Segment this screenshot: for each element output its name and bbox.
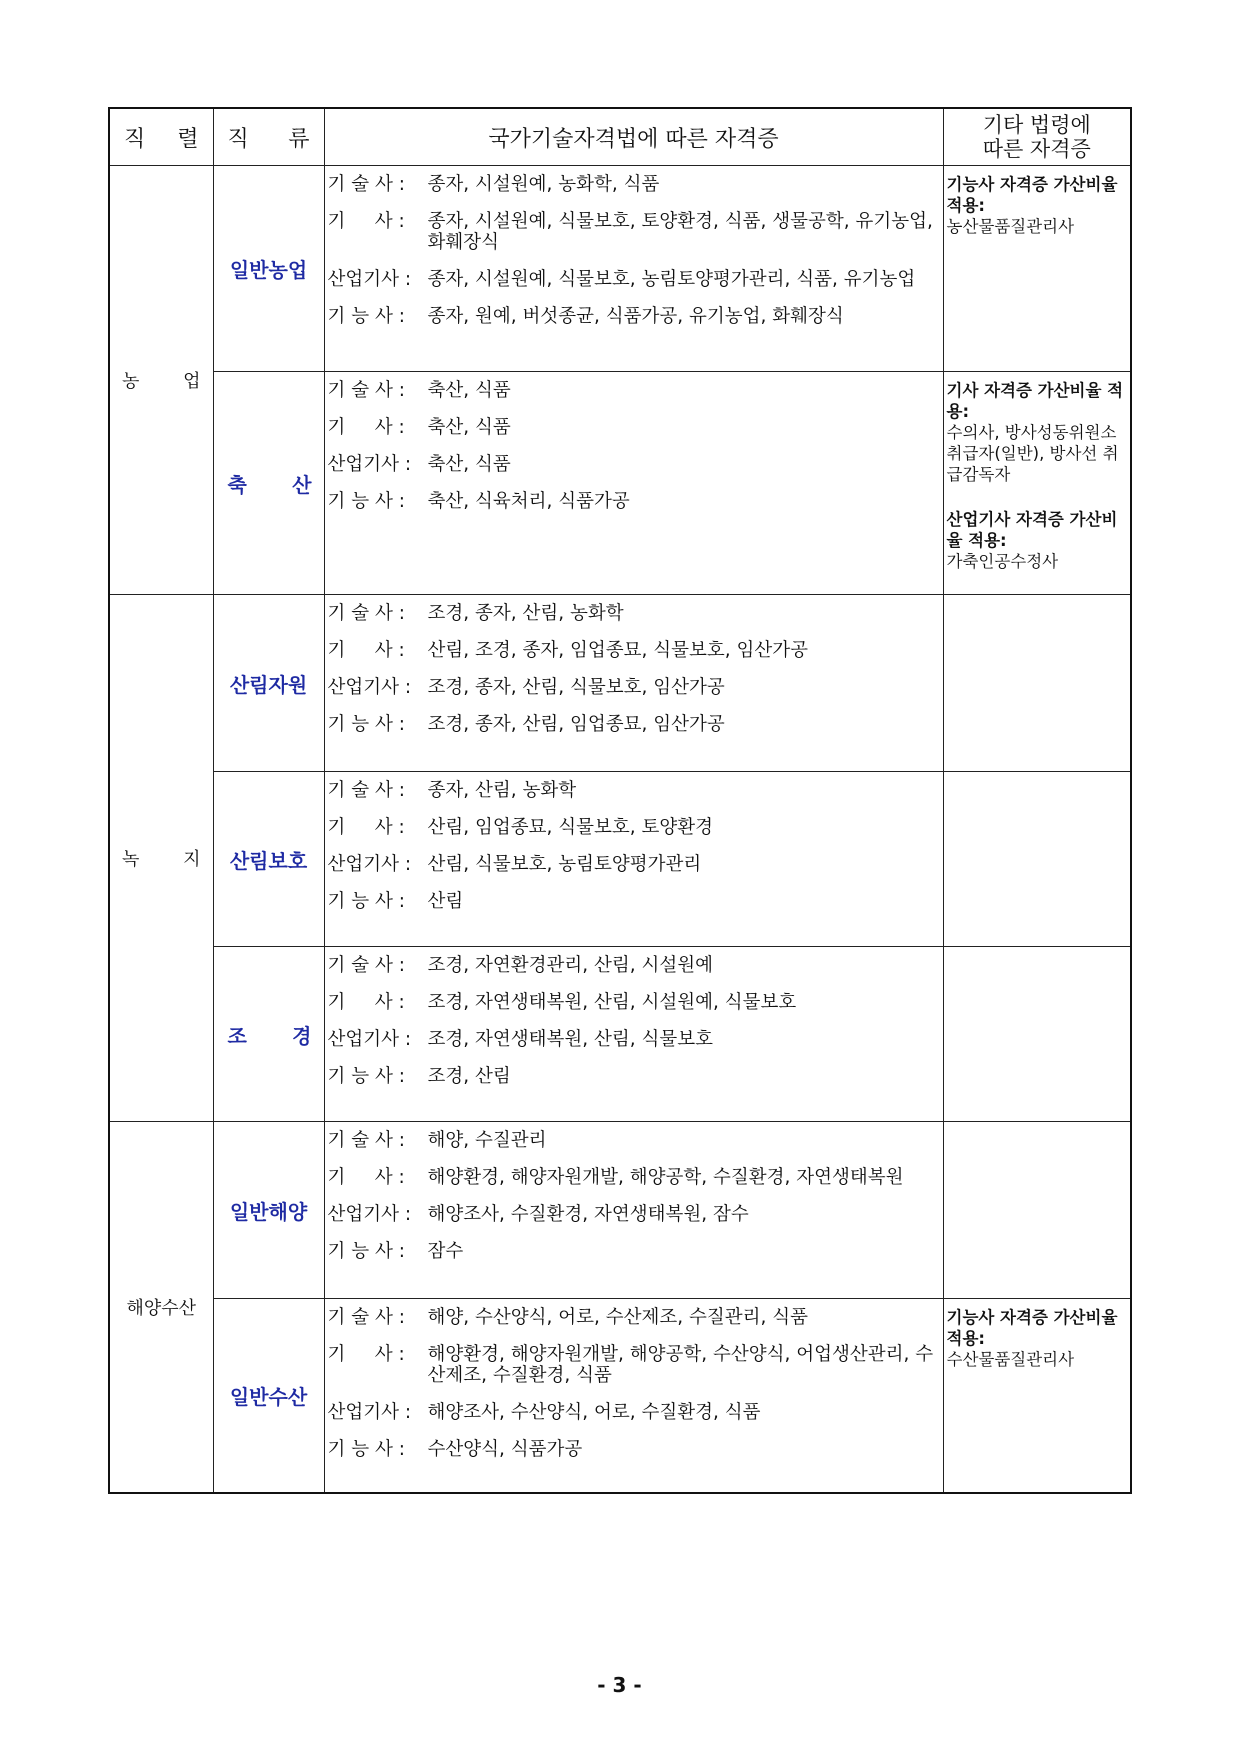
grade-label: 산업기사 :	[327, 1402, 412, 1423]
qualification-line	[325, 491, 943, 512]
national-qualifications-cell	[324, 947, 943, 1122]
qualification-list: 축산, 식품	[427, 417, 511, 438]
grade-label: 기 술 사 :	[327, 955, 405, 976]
qualification-line	[325, 269, 943, 290]
qualification-line	[325, 454, 943, 475]
qualification-list: 산림	[427, 891, 464, 912]
qualification-line	[325, 1344, 943, 1386]
table-row	[109, 1122, 1131, 1299]
subseries-cell	[213, 166, 324, 372]
qualification-list: 종자, 원예, 버섯종균, 식품가공, 유기농업, 화훼장식	[427, 306, 844, 327]
qualification-line	[325, 417, 943, 438]
national-qualifications-cell	[324, 595, 943, 772]
table-row	[109, 772, 1131, 947]
qualification-list: 조경, 자연생태복원, 산림, 식물보호	[427, 1029, 713, 1050]
grade-label: 산업기사 :	[327, 269, 412, 290]
other-qualifications-cell	[943, 595, 1131, 772]
subseries-cell	[213, 772, 324, 947]
grade-label: 산업기사 :	[327, 1204, 412, 1225]
series-label: 지	[183, 849, 201, 870]
header-other: 기타 법령에 따른 자격증	[943, 108, 1131, 166]
qualification-line	[325, 1066, 943, 1087]
qualification-list: 산림, 조경, 종자, 임업종묘, 식물보호, 임산가공	[427, 640, 808, 661]
grade-label: 기 술 사 :	[327, 1307, 405, 1328]
other-title: 산업기사 자격증 가산비율 적용:	[946, 510, 1118, 550]
subseries-label: 일반농업	[229, 258, 308, 282]
subseries-label: 산	[292, 472, 312, 497]
qualification-list: 해양환경, 해양자원개발, 해양공학, 수산양식, 어업생산관리, 수산제조, 수질환경, 식품	[427, 1344, 934, 1386]
qualification-line	[325, 1241, 943, 1262]
qualification-list: 종자, 산림, 농화학	[427, 780, 577, 801]
qualification-list: 조경, 종자, 산림, 식물보호, 임산가공	[427, 677, 725, 698]
qualification-line	[325, 1402, 943, 1423]
qualification-list: 조경, 산림	[427, 1066, 511, 1087]
subseries-cell	[213, 372, 324, 595]
subseries-cell	[213, 595, 324, 772]
grade-label: 기 술 사 :	[327, 603, 405, 624]
other-qualifications-cell	[943, 1299, 1131, 1493]
qualification-line	[325, 677, 943, 698]
qualification-line	[325, 1439, 943, 1460]
grade-label: 기 능 사 :	[327, 714, 405, 735]
other-qualifications-cell	[943, 947, 1131, 1122]
qualification-line	[325, 955, 943, 976]
grade-label: 산업기사 :	[327, 677, 412, 698]
other-text: 농산물품질관리사	[946, 217, 1075, 236]
series-cell	[109, 166, 213, 595]
subseries-label: 조	[227, 1023, 247, 1048]
grade-label: 기 능 사 :	[327, 891, 405, 912]
grade-label: 산업기사 :	[327, 454, 412, 475]
grade-label: 기 사 :	[327, 817, 405, 838]
grade-label: 기 능 사 :	[327, 1066, 405, 1087]
qualification-list: 종자, 시설원예, 농화학, 식품	[427, 174, 660, 195]
page-number: - 3 -	[597, 1673, 642, 1697]
other-text: 가축인공수정사	[946, 552, 1059, 571]
qualification-line	[325, 891, 943, 912]
national-qualifications-cell	[324, 772, 943, 947]
qualification-list: 축산, 식육처리, 식품가공	[427, 491, 630, 512]
qualification-line	[325, 603, 943, 624]
qualification-table	[108, 107, 1132, 1494]
grade-label: 기 사 :	[327, 417, 405, 438]
header-subseries: 직 류	[213, 108, 324, 166]
qualification-list: 종자, 시설원예, 식물보호, 농림토양평가관리, 식품, 유기농업	[427, 269, 916, 290]
qualification-list: 조경, 종자, 산림, 임업종묘, 임산가공	[427, 714, 725, 735]
grade-label: 기 사 :	[327, 211, 405, 232]
national-qualifications-cell	[324, 1122, 943, 1299]
qualification-list: 조경, 자연환경관리, 산림, 시설원예	[427, 955, 713, 976]
table-row	[109, 372, 1131, 595]
header-series: 직 렬	[109, 108, 213, 166]
qualification-line	[325, 174, 943, 195]
qualification-line	[325, 780, 943, 801]
grade-label: 기 능 사 :	[327, 1439, 405, 1460]
subseries-label: 산림보호	[229, 848, 308, 873]
table-row	[109, 1299, 1131, 1493]
subseries-label: 일반해양	[229, 1199, 308, 1224]
qualification-list: 조경, 자연생태복원, 산림, 시설원예, 식물보호	[427, 992, 797, 1013]
subseries-label: 산림자원	[229, 672, 308, 697]
other-qualifications-cell	[943, 166, 1131, 372]
subseries-label: 축	[227, 472, 247, 497]
other-text: 수의사, 방사성동위원소 취급자(일반), 방사선 취급감독자	[946, 423, 1119, 484]
qualification-line	[325, 817, 943, 838]
qualification-list: 종자, 시설원예, 식물보호, 토양환경, 식품, 생물공학, 유기농업, 화훼장식	[427, 211, 933, 253]
qualification-line	[325, 1167, 943, 1188]
national-qualifications-cell	[324, 1299, 943, 1493]
qualification-line	[325, 992, 943, 1013]
series-cell	[109, 1122, 213, 1493]
other-title: 기능사 자격증 가산비율 적용:	[946, 175, 1118, 215]
grade-label: 기 술 사 :	[327, 174, 405, 195]
grade-label: 기 술 사 :	[327, 380, 405, 401]
series-cell	[109, 595, 213, 1122]
qualification-list: 잠수	[427, 1241, 464, 1262]
table-row	[109, 947, 1131, 1122]
grade-label: 기 사 :	[327, 640, 405, 661]
grade-label: 기 능 사 :	[327, 306, 405, 327]
qualification-list: 해양, 수질관리	[427, 1130, 547, 1151]
qualification-list: 축산, 식품	[427, 380, 511, 401]
national-qualifications-cell	[324, 372, 943, 595]
other-title: 기능사 자격증 가산비율 적용:	[946, 1308, 1118, 1348]
subseries-cell	[213, 1299, 324, 1493]
qualification-list: 해양환경, 해양자원개발, 해양공학, 수질환경, 자연생태복원	[427, 1167, 904, 1188]
grade-label: 기 술 사 :	[327, 780, 405, 801]
qualification-line	[325, 380, 943, 401]
table-row	[109, 595, 1131, 772]
qualification-list: 해양조사, 수산양식, 어로, 수질환경, 식품	[427, 1402, 761, 1423]
series-label: 업	[183, 371, 201, 392]
grade-label: 기 술 사 :	[327, 1130, 405, 1151]
grade-label: 산업기사 :	[327, 854, 412, 875]
qualification-line	[325, 714, 943, 735]
qualification-line	[325, 1130, 943, 1151]
qualification-line	[325, 854, 943, 875]
qualification-list: 해양, 수산양식, 어로, 수산제조, 수질관리, 식품	[427, 1307, 808, 1328]
grade-label: 산업기사 :	[327, 1029, 412, 1050]
other-qualifications-cell	[943, 1122, 1131, 1299]
grade-label: 기 사 :	[327, 992, 405, 1013]
qualification-line	[325, 211, 943, 253]
qualification-line	[325, 1029, 943, 1050]
table-row	[109, 166, 1131, 372]
qualification-line	[325, 1307, 943, 1328]
grade-label: 기 능 사 :	[327, 491, 405, 512]
other-qualifications-cell	[943, 772, 1131, 947]
qualification-list: 해양조사, 수질환경, 자연생태복원, 잠수	[427, 1204, 749, 1225]
subseries-label: 일반수산	[229, 1384, 308, 1409]
other-title: 기사 자격증 가산비율 적용:	[946, 381, 1124, 421]
other-text: 수산물품질관리사	[946, 1350, 1075, 1369]
qualification-list: 축산, 식품	[427, 454, 511, 475]
grade-label: 기 사 :	[327, 1344, 405, 1365]
subseries-cell	[213, 1122, 324, 1299]
grade-label: 기 사 :	[327, 1167, 405, 1188]
series-label: 해양수산	[126, 1297, 197, 1319]
grade-label: 기 능 사 :	[327, 1241, 405, 1262]
series-label: 농	[122, 371, 140, 392]
qualification-line	[325, 306, 943, 327]
qualification-list: 수산양식, 식품가공	[427, 1439, 583, 1460]
qualification-list: 산림, 임업종묘, 식물보호, 토양환경	[427, 817, 713, 838]
qualification-line	[325, 1204, 943, 1225]
series-label: 녹	[122, 849, 140, 870]
subseries-cell	[213, 947, 324, 1122]
qualification-line	[325, 640, 943, 661]
qualification-list: 산림, 식물보호, 농림토양평가관리	[427, 854, 702, 875]
qualification-list: 조경, 종자, 산림, 농화학	[427, 603, 624, 624]
other-qualifications-cell	[943, 372, 1131, 595]
table-header-row	[109, 108, 1131, 166]
header-national: 국가기술자격법에 따른 자격증	[324, 108, 943, 166]
subseries-label: 경	[292, 1023, 312, 1048]
national-qualifications-cell	[324, 166, 943, 372]
